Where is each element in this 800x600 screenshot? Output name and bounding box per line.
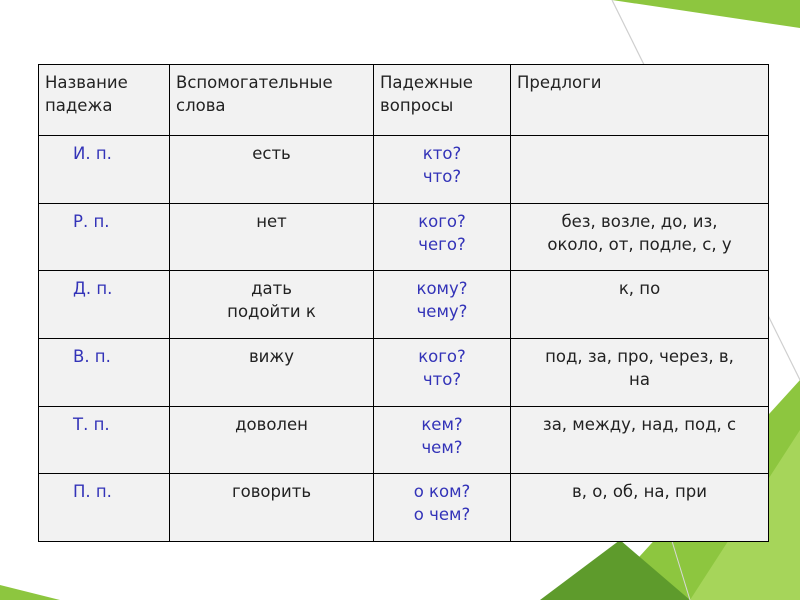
header-auxiliary-words: Вспомогательные слова (170, 65, 374, 136)
prepositions-cell: к, по (511, 271, 769, 339)
table-row (39, 406, 769, 474)
questions-cell: кого? чего? (374, 203, 511, 271)
table-row (39, 203, 769, 271)
table-row (39, 271, 769, 339)
header-prepositions: Предлоги (511, 65, 769, 136)
questions-cell: кто? что? (374, 136, 511, 204)
aux-words-cell: нет (170, 203, 374, 271)
prepositions-cell: за, между, над, под, с (511, 406, 769, 474)
prepositions-cell: без, возле, до, из, около, от, подле, с, у (511, 203, 769, 271)
aux-words-cell: вижу (170, 338, 374, 406)
case-name-cell: Р. п. (39, 203, 170, 271)
aux-words-cell: говорить (170, 474, 374, 542)
aux-words-cell: дать подойти к (170, 271, 374, 339)
prepositions-cell: под, за, про, через, в, на (511, 338, 769, 406)
table-row (39, 338, 769, 406)
table-row (39, 474, 769, 542)
questions-cell: кого? что? (374, 338, 511, 406)
aux-words-cell: доволен (170, 406, 374, 474)
cases-table (38, 64, 769, 542)
table-header-row (39, 65, 769, 136)
header-case-questions: Падежные вопросы (374, 65, 511, 136)
questions-cell: кому? чему? (374, 271, 511, 339)
case-name-cell: И. п. (39, 136, 170, 204)
case-name-cell: В. п. (39, 338, 170, 406)
aux-words-cell: есть (170, 136, 374, 204)
prepositions-cell: в, о, об, на, при (511, 474, 769, 542)
green-wedge-left-edge (0, 585, 60, 600)
questions-cell: о ком? о чем? (374, 474, 511, 542)
header-case-name: Название падежа (39, 65, 170, 136)
prepositions-cell (511, 136, 769, 204)
case-name-cell: Т. п. (39, 406, 170, 474)
table-row (39, 136, 769, 204)
questions-cell: кем? чем? (374, 406, 511, 474)
case-name-cell: П. п. (39, 474, 170, 542)
case-name-cell: Д. п. (39, 271, 170, 339)
